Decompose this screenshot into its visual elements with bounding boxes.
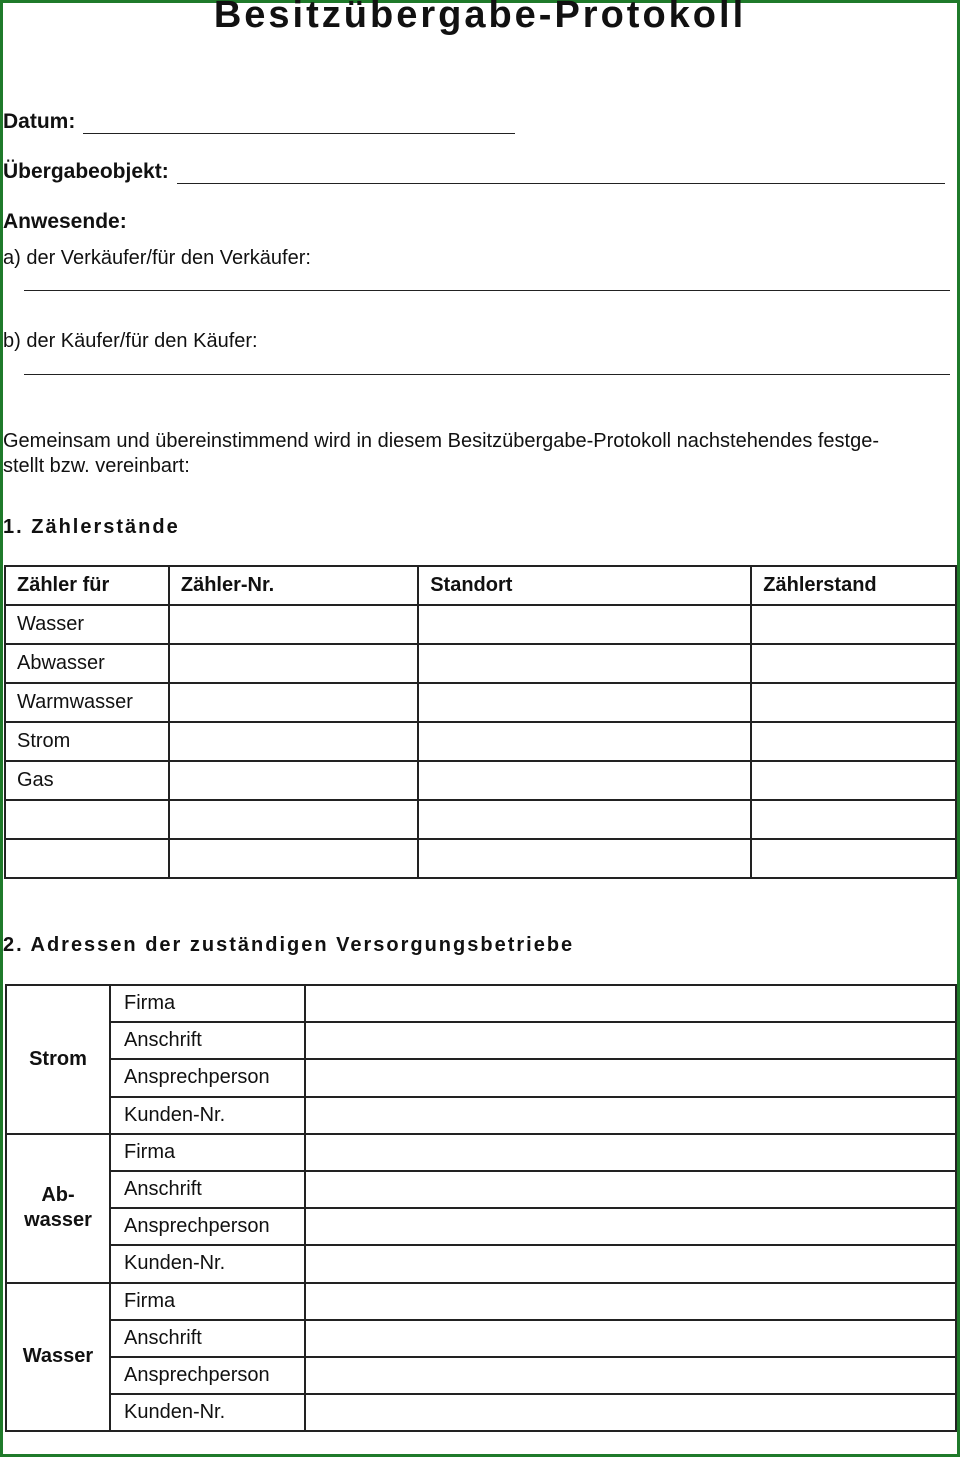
field-label: Ansprechperson	[110, 1059, 305, 1096]
field-value-cell[interactable]	[305, 985, 956, 1022]
table-row	[5, 605, 956, 644]
meter-number-cell[interactable]	[169, 644, 418, 683]
table-row	[5, 644, 956, 683]
document-title: Besitzübergabe-Protokoll	[213, 0, 747, 36]
field-label: Kunden-Nr.	[110, 1245, 305, 1282]
field-value-cell[interactable]	[305, 1320, 956, 1357]
table-row	[6, 1357, 956, 1394]
intro-line-2: stellt bzw. vereinbart:	[3, 455, 190, 477]
datum-row	[3, 110, 515, 134]
field-label: Ansprechperson	[110, 1357, 305, 1394]
table-row	[6, 1022, 956, 1059]
verkaeufer-label: a) der Verkäufer/für den Verkäufer:	[3, 247, 311, 269]
objekt-label: Übergabeobjekt:	[3, 160, 169, 183]
meter-number-cell[interactable]	[169, 722, 418, 761]
meter-reading-cell[interactable]	[751, 761, 956, 800]
group-name-line-2: wasser	[24, 1209, 92, 1232]
meter-location-cell[interactable]	[418, 722, 751, 761]
group-name: Strom	[29, 1047, 87, 1070]
field-value-cell[interactable]	[305, 1283, 956, 1320]
table-row	[6, 985, 956, 1022]
meter-type: Warmwasser	[5, 683, 169, 722]
field-value-cell[interactable]	[305, 1059, 956, 1096]
objekt-field[interactable]	[177, 163, 945, 184]
meter-type: Wasser	[5, 605, 169, 644]
meter-type: Gas	[5, 761, 169, 800]
group-wasser	[6, 1283, 110, 1432]
field-label: Anschrift	[110, 1171, 305, 1208]
meter-location-cell[interactable]	[418, 839, 751, 878]
field-value-cell[interactable]	[305, 1208, 956, 1245]
kaeufer-field[interactable]	[24, 374, 950, 375]
meter-reading-cell[interactable]	[751, 722, 956, 761]
group-abwasser	[6, 1134, 110, 1283]
table-row	[5, 800, 956, 839]
meter-type-cell[interactable]	[5, 839, 169, 878]
meter-reading-cell[interactable]	[751, 839, 956, 878]
verkaeufer-field[interactable]	[24, 290, 950, 291]
table-row	[5, 761, 956, 800]
group-name-line-1: Ab-	[41, 1184, 75, 1207]
group-strom	[6, 985, 110, 1134]
table-row	[6, 1134, 956, 1171]
table-row	[6, 1208, 956, 1245]
field-value-cell[interactable]	[305, 1394, 956, 1431]
field-label: Anschrift	[110, 1320, 305, 1357]
header-standort: Standort	[418, 566, 751, 605]
table-row	[5, 839, 956, 878]
meter-header-row	[5, 566, 956, 605]
meter-location-cell[interactable]	[418, 800, 751, 839]
objekt-row	[3, 160, 945, 184]
meter-location-cell[interactable]	[418, 683, 751, 722]
meter-number-cell[interactable]	[169, 683, 418, 722]
table-row	[6, 1283, 956, 1320]
field-value-cell[interactable]	[305, 1134, 956, 1171]
meter-number-cell[interactable]	[169, 839, 418, 878]
group-name: Wasser	[22, 1345, 94, 1368]
meter-reading-cell[interactable]	[751, 800, 956, 839]
datum-label: Datum:	[3, 110, 76, 133]
table-row	[6, 1097, 956, 1134]
header-zaehler-nr: Zähler-Nr.	[169, 566, 418, 605]
table-row	[6, 1320, 956, 1357]
meter-reading-cell[interactable]	[751, 605, 956, 644]
field-label: Firma	[110, 1283, 305, 1320]
meter-location-cell[interactable]	[418, 761, 751, 800]
intro-paragraph	[3, 429, 953, 479]
meter-type: Strom	[5, 722, 169, 761]
meter-reading-cell[interactable]	[751, 683, 956, 722]
header-zaehler-fuer: Zähler für	[5, 566, 169, 605]
header-zaehlerstand: Zählerstand	[751, 566, 956, 605]
anwesende-label: Anwesende:	[3, 210, 127, 233]
table-row	[6, 1059, 956, 1096]
section-1-title: 1. Zählerstände	[3, 516, 180, 538]
meter-type-cell[interactable]	[5, 800, 169, 839]
field-value-cell[interactable]	[305, 1022, 956, 1059]
field-value-cell[interactable]	[305, 1245, 956, 1282]
field-value-cell[interactable]	[305, 1171, 956, 1208]
field-label: Anschrift	[110, 1022, 305, 1059]
intro-line-1: Gemeinsam und übereinstimmend wird in diesem Besitzübergabe-Protokoll nachstehendes festge-	[3, 430, 880, 452]
field-label: Ansprechperson	[110, 1208, 305, 1245]
meter-location-cell[interactable]	[418, 644, 751, 683]
field-label: Kunden-Nr.	[110, 1394, 305, 1431]
meter-table	[4, 565, 957, 879]
meter-number-cell[interactable]	[169, 761, 418, 800]
table-row	[6, 1171, 956, 1208]
field-value-cell[interactable]	[305, 1097, 956, 1134]
field-label: Firma	[110, 985, 305, 1022]
meter-location-cell[interactable]	[418, 605, 751, 644]
field-label: Firma	[110, 1134, 305, 1171]
kaeufer-label: b) der Käufer/für den Käufer:	[3, 330, 258, 352]
meter-type: Abwasser	[5, 644, 169, 683]
table-row	[6, 1394, 956, 1431]
meter-reading-cell[interactable]	[751, 644, 956, 683]
datum-field[interactable]	[83, 113, 515, 134]
section-2-title: 2. Adressen der zuständigen Versorgungsbetriebe	[3, 934, 575, 956]
meter-number-cell[interactable]	[169, 605, 418, 644]
table-row	[5, 722, 956, 761]
supplier-table	[5, 984, 957, 1432]
meter-number-cell[interactable]	[169, 800, 418, 839]
table-row	[6, 1245, 956, 1282]
field-label: Kunden-Nr.	[110, 1097, 305, 1134]
table-row	[5, 683, 956, 722]
field-value-cell[interactable]	[305, 1357, 956, 1394]
